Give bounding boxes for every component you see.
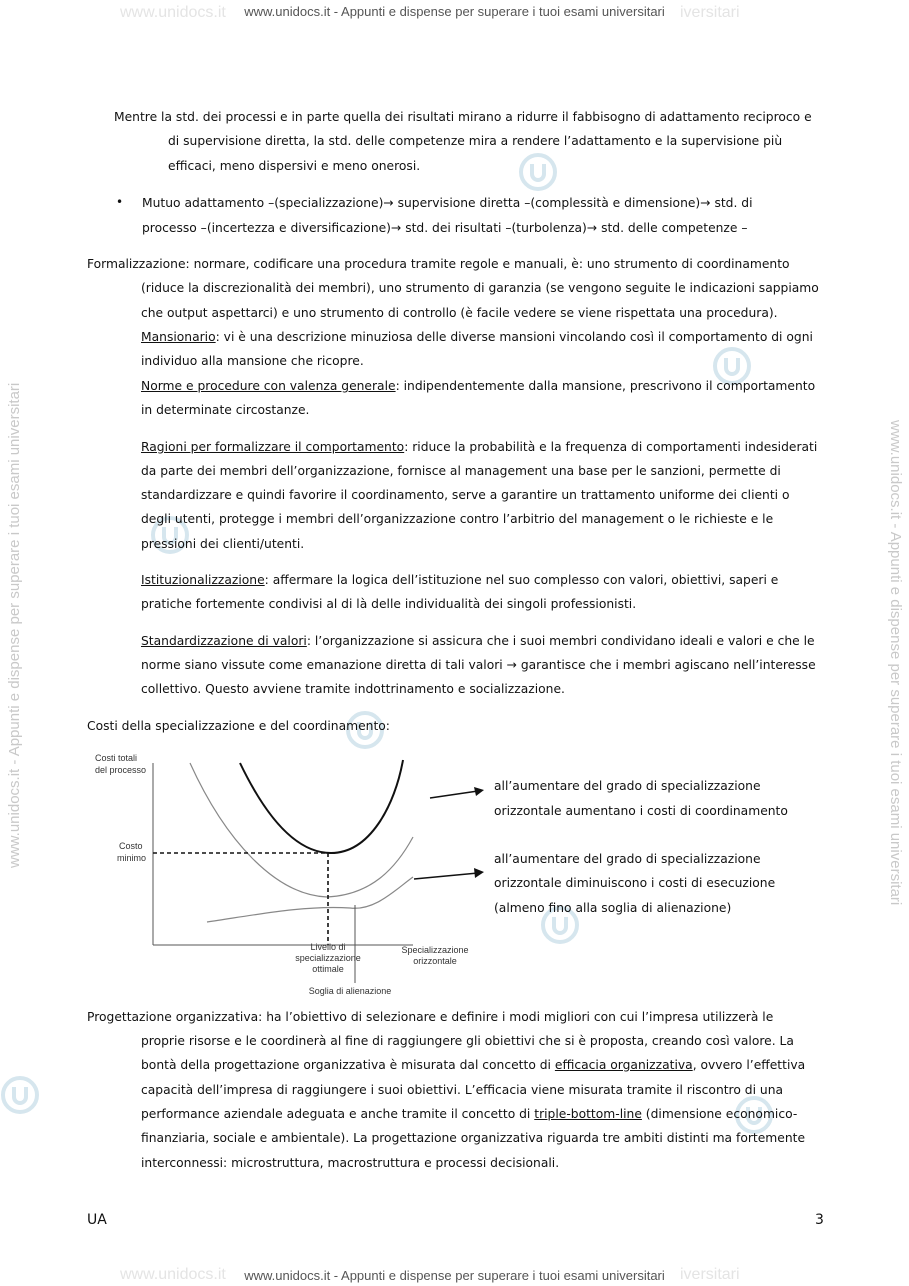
pointer-arrow-2 xyxy=(412,868,488,884)
optimal-level-label: Livello di xyxy=(310,942,346,952)
definition-text: : l’organizzazione si assicura che i suoi membri condividano ideali e valori e che le xyxy=(306,634,815,648)
watermark-ghost-top-right: iversitari xyxy=(680,4,740,21)
watermark-bottom: www.unidocs.it - Appunti e dispense per superare i tuoi esami universitari xyxy=(244,1268,665,1283)
bullet-marker: • xyxy=(116,195,124,209)
pointer-arrow-1 xyxy=(428,786,488,802)
bullet-text: Mutuo adattamento –(specializzazione) xyxy=(142,196,384,210)
standardizzazione-line-2 xyxy=(141,653,816,677)
watermark-side-left: www.unidocs.it - Appunti e dispense per superare i tuoi esami universitari xyxy=(6,382,23,868)
page-number: 3 xyxy=(815,1212,824,1228)
intro-line-3: efficaci, meno dispersivi e meno onerosi. xyxy=(168,159,421,173)
figure-note-2-line-1: all’aumentare del grado di specializzazione xyxy=(494,852,761,866)
section-heading-costi: Costi della specializzazione e del coordinamento: xyxy=(87,719,390,733)
mansionario-line-2: individuo alla mansione che ricopre. xyxy=(141,354,364,368)
formalizzazione-line-2: (riduce la discrezionalità dei membri), uno strumento di garanzia (se vengono seguite le indicazioni sappiamo xyxy=(141,281,819,295)
ragioni-line-1 xyxy=(141,435,817,459)
standardizzazione-line-3: collettivo. Questo avviene tramite indottrinamento e socializzazione. xyxy=(141,682,565,696)
arrow-icon: → xyxy=(700,196,711,210)
definition-text: , ovvero l’effettiva xyxy=(692,1058,806,1072)
watermark-ghost-bottom-right: iversitari xyxy=(680,1266,740,1283)
definition-text: : riduce la probabilità e la frequenza di comportamenti indesiderati xyxy=(404,440,818,454)
x-axis-label: orizzontale xyxy=(413,956,457,966)
optimal-level-label: specializzazione xyxy=(295,953,361,963)
intro-line-1: Mentre la std. dei processi e in parte quella dei risultati mirano a ridurre il fabbisogno di adattamento reciproco e xyxy=(114,110,812,124)
arrow-icon: → xyxy=(383,196,394,210)
term-ragioni: Ragioni per formalizzare il comportamento xyxy=(141,440,405,454)
y-axis-label: del processo xyxy=(95,765,147,775)
definition-text: normare, codificare una procedura tramite regole e manuali, è: uno strumento di coordinamento xyxy=(189,257,790,271)
intro-line-2: di supervisione diretta, la std. delle competenze mira a rendere l’adattamento e la supervisione più xyxy=(168,134,783,148)
progettazione-line-1 xyxy=(87,1005,773,1029)
term-efficacia-organizzativa: efficacia organizzativa xyxy=(554,1058,693,1072)
definition-text: : affermare la logica dell’istituzione nel suo complesso con valori, obiettivi, saperi e xyxy=(264,573,779,587)
alienation-threshold-label: Soglia di alienazione xyxy=(308,986,392,996)
arrow-icon: → xyxy=(506,658,517,672)
istituzionalizzazione-line-1 xyxy=(141,568,778,592)
ragioni-line-5: pressioni dei clienti/utenti. xyxy=(141,537,305,551)
progettazione-line-6: finanziaria, sociale e ambientale). La progettazione organizzativa riguarda tre ambiti distinti ma fortemente xyxy=(141,1131,806,1145)
min-cost-label: minimo xyxy=(117,853,147,863)
definition-text: norme siano vissute come emanazione diretta di tali valori xyxy=(141,658,507,672)
term-mansionario: Mansionario xyxy=(141,330,216,344)
term-progettazione: Progettazione organizzativa: xyxy=(87,1010,263,1024)
ragioni-line-2: da parte dei membri dell’organizzazione, fornisce al management una base per le sanzioni, permette di xyxy=(141,464,781,478)
norme-line-1 xyxy=(141,374,815,398)
term-istituzionalizzazione: Istituzionalizzazione xyxy=(141,573,265,587)
term-triple-bottom-line: triple-bottom-line xyxy=(534,1107,642,1121)
ragioni-line-4: degli utenti, protegge i membri dell’organizzazione contro l’arbitrio del management o le richieste e le xyxy=(141,512,774,526)
bullet-text: std. dei risultati –(turbolenza) xyxy=(401,221,587,235)
min-cost-label: Costo xyxy=(119,841,143,851)
curve-coordination-cost xyxy=(190,763,413,897)
watermark-top: www.unidocs.it - Appunti e dispense per superare i tuoi esami universitari xyxy=(244,4,665,19)
watermark-ghost-top: www.unidocs.it xyxy=(120,4,226,21)
footer-author: UA xyxy=(87,1212,107,1228)
definition-text: : indipendentemente dalla mansione, prescrivono il comportamento xyxy=(395,379,816,393)
norme-line-2: in determinate circostanze. xyxy=(141,403,310,417)
bullet-line-2 xyxy=(142,216,748,240)
term-formalizzazione: Formalizzazione: xyxy=(87,257,190,271)
formalizzazione-line-1 xyxy=(87,252,790,276)
definition-text: (dimensione economico- xyxy=(641,1107,798,1121)
unidocs-logo-icon xyxy=(518,152,558,192)
mansionario-line-1 xyxy=(141,325,813,349)
progettazione-line-4: capacità dell’impresa di raggiungere i suoi obiettivi. L’efficacia viene misurata tramite il riscontro di una xyxy=(141,1083,784,1097)
curve-execution-cost xyxy=(207,877,413,922)
watermark-side-right: www.unidocs.it - Appunti e dispense per superare i tuoi esami universitari xyxy=(887,420,904,906)
bullet-text: std. di xyxy=(710,196,753,210)
y-axis-label: Costi totali xyxy=(95,753,138,763)
definition-text: ha l’obiettivo di selezionare e definire i modi migliori con cui l’impresa utilizzerà le xyxy=(262,1010,774,1024)
figure-note-1-line-2: orizzontale aumentano i costi di coordinamento xyxy=(494,804,788,818)
term-norme: Norme e procedure con valenza generale xyxy=(141,379,396,393)
figure-note-2-line-3: (almeno fino alla soglia di alienazione) xyxy=(494,901,732,915)
bullet-text: processo –(incertezza e diversificazione) xyxy=(142,221,391,235)
bullet-text: supervisione diretta –(complessità e dimensione) xyxy=(393,196,701,210)
watermark-ghost-bottom: www.unidocs.it xyxy=(120,1266,226,1283)
definition-text: garantisce che i membri agiscano nell’interesse xyxy=(516,658,816,672)
progettazione-line-2: proprie risorse e le coordinerà al fine di raggiungere gli obiettivi che si è proposta, creando così valore. La xyxy=(141,1034,794,1048)
standardizzazione-line-1 xyxy=(141,629,815,653)
bullet-line-1 xyxy=(142,191,753,215)
formalizzazione-line-3: che output aspettarci) e uno strumento di controllo (è facile vedere se viene rispettata una procedura). xyxy=(141,306,778,320)
x-axis-label: Specializzazione xyxy=(401,945,469,955)
ragioni-line-3: standardizzare e quindi favorire il coordinamento, serve a garantire un trattamento uniforme dei clienti o xyxy=(141,488,790,502)
term-standardizzazione-valori: Standardizzazione di valori xyxy=(141,634,307,648)
definition-text: bontà della progettazione organizzativa è misurata dal concetto di xyxy=(141,1058,555,1072)
arrow-icon: → xyxy=(586,221,598,235)
curve-total-cost xyxy=(240,760,403,853)
optimal-level-label: ottimale xyxy=(312,964,344,974)
unidocs-logo-icon xyxy=(0,1075,40,1115)
arrow-icon: → xyxy=(390,221,402,235)
figure-note-2-line-2: orizzontale diminuiscono i costi di esecuzione xyxy=(494,876,776,890)
progettazione-line-7: interconnessi: microstruttura, macrostruttura e processi decisionali. xyxy=(141,1156,560,1170)
istituzionalizzazione-line-2: pratiche fortemente condivisi al di là delle individualità dei singoli professionisti. xyxy=(141,597,637,611)
definition-text: : vi è una descrizione minuziosa delle diverse mansioni vincolando così il comportamento di ogni xyxy=(215,330,813,344)
figure-note-1-line-1: all’aumentare del grado di specializzazione xyxy=(494,779,761,793)
progettazione-line-5 xyxy=(141,1102,797,1126)
definition-text: performance aziendale adeguata e anche tramite il concetto di xyxy=(141,1107,535,1121)
progettazione-line-3 xyxy=(141,1053,805,1077)
bullet-text: std. delle competenze – xyxy=(597,221,748,235)
